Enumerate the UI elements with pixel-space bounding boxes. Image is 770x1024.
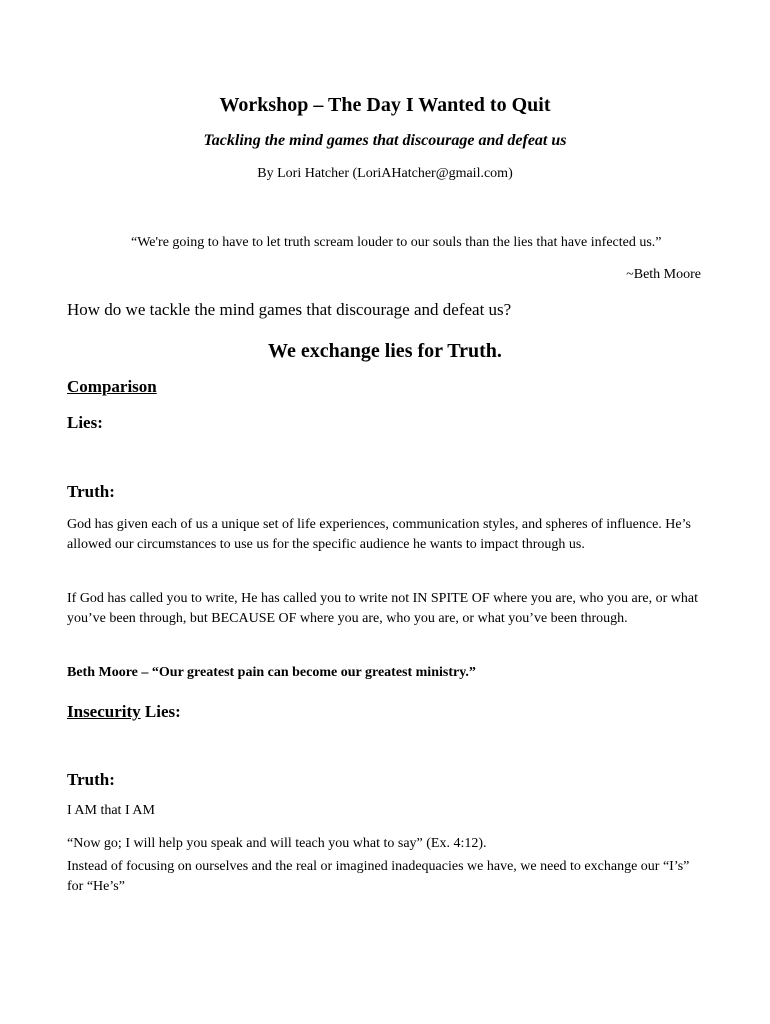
insecurity-line-1: I AM that I AM [67,803,155,818]
insecurity-line-2: “Now go; I will help you speak and will teach you what to say” (Ex. 4:12). [67,836,487,851]
comparison-truth-label: Truth: [67,482,115,501]
comparison-paragraph-1: God has given each of us a unique set of life experiences, communication styles, and spheres of influence. He’s allowed our circumstances to use us for the specific audience he wants to impact through us. [67,517,691,552]
exchange-heading: We exchange lies for Truth. [268,340,502,362]
document-title: Workshop – The Day I Wanted to Quit [219,94,551,116]
opening-quote: “We're going to have to let truth scream louder to our souls than the lies that have infected us.” [131,235,662,250]
insecurity-truth-label: Truth: [67,770,115,789]
author-byline: By Lori Hatcher (LoriAHatcher@gmail.com) [257,166,513,181]
insecurity-lies-label: Lies: [144,702,181,721]
insecurity-heading: Insecurity [67,702,141,721]
quote-attribution: ~Beth Moore [626,267,701,282]
comparison-lies-label: Lies: [67,413,103,432]
document-subtitle: Tackling the mind games that discourage and defeat us [203,132,567,149]
beth-moore-quote: Beth Moore – “Our greatest pain can become our greatest ministry.” [67,665,476,680]
comparison-paragraph-2: If God has called you to write, He has called you to write not IN SPITE OF where you are, who you are, or what you’ve been through, but BECAUSE OF where you are, who you are, or what you’ve been through. [67,591,698,626]
comparison-heading: Comparison [67,377,157,396]
insecurity-heading-line [67,702,181,722]
guiding-question: How do we tackle the mind games that discourage and defeat us? [67,300,512,319]
insecurity-line-3: Instead of focusing on ourselves and the real or imagined inadequacies we have, we need to exchange our “I’s” for “He’s” [67,859,690,894]
